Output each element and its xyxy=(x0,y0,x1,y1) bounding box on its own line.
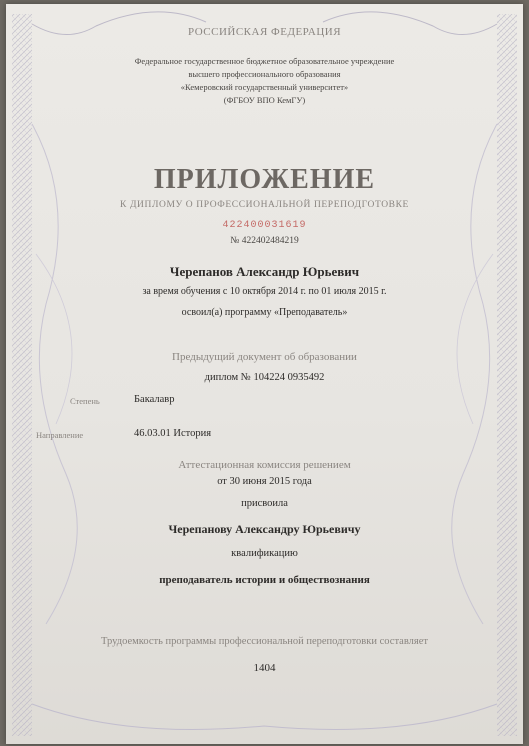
previous-document-value: диплом № 104224 0935492 xyxy=(204,372,325,383)
commission-line-3: присвоила xyxy=(241,498,288,509)
institution-line-3: «Кемеровский государственный университет» xyxy=(180,82,349,92)
commission-line-1: Аттестационная комиссия решением xyxy=(178,459,351,471)
document-subtitle: К ДИПЛОМУ О ПРОФЕССИОНАЛЬНОЙ ПЕРЕПОДГОТОВКЕ xyxy=(120,200,409,210)
registration-number: № 422402484219 xyxy=(230,236,299,246)
program-statement: освоил(а) программу «Преподаватель» xyxy=(181,307,348,318)
document-sheet xyxy=(6,4,523,744)
recipient-name-dative: Черепанову Александру Юрьевичу xyxy=(168,522,361,536)
study-period: за время обучения с 10 октября 2014 г. по 01 июля 2015 г. xyxy=(142,286,387,297)
degree-label: Степень xyxy=(70,396,100,406)
recipient-name: Черепанов Александр Юрьевич xyxy=(169,264,360,279)
institution-line-2: высшего профессионального образования xyxy=(188,69,341,79)
institution-line-4: (ФГБОУ ВПО КемГУ) xyxy=(223,95,306,105)
hours-label: Трудоемкость программы профессиональной переподготовки составляет xyxy=(101,636,428,647)
document-title: ПРИЛОЖЕНИЕ xyxy=(153,164,376,195)
direction-value: 46.03.01 История xyxy=(134,428,212,439)
previous-document-label: Предыдущий документ об образовании xyxy=(172,351,357,363)
commission-line-2: от 30 июня 2015 года xyxy=(217,476,312,487)
hours-value: 1404 xyxy=(253,662,276,674)
direction-label: Направление xyxy=(36,430,84,440)
qualification-value: преподаватель истории и обществознания xyxy=(159,574,370,586)
institution-line-1: Федеральное государственное бюджетное образовательное учреждение xyxy=(134,56,395,66)
country-heading: РОССИЙСКАЯ ФЕДЕРАЦИЯ xyxy=(187,26,342,38)
qualification-label: квалификацию xyxy=(231,548,298,559)
degree-value: Бакалавр xyxy=(134,394,175,405)
serial-number-red: 422400031619 xyxy=(222,220,307,231)
